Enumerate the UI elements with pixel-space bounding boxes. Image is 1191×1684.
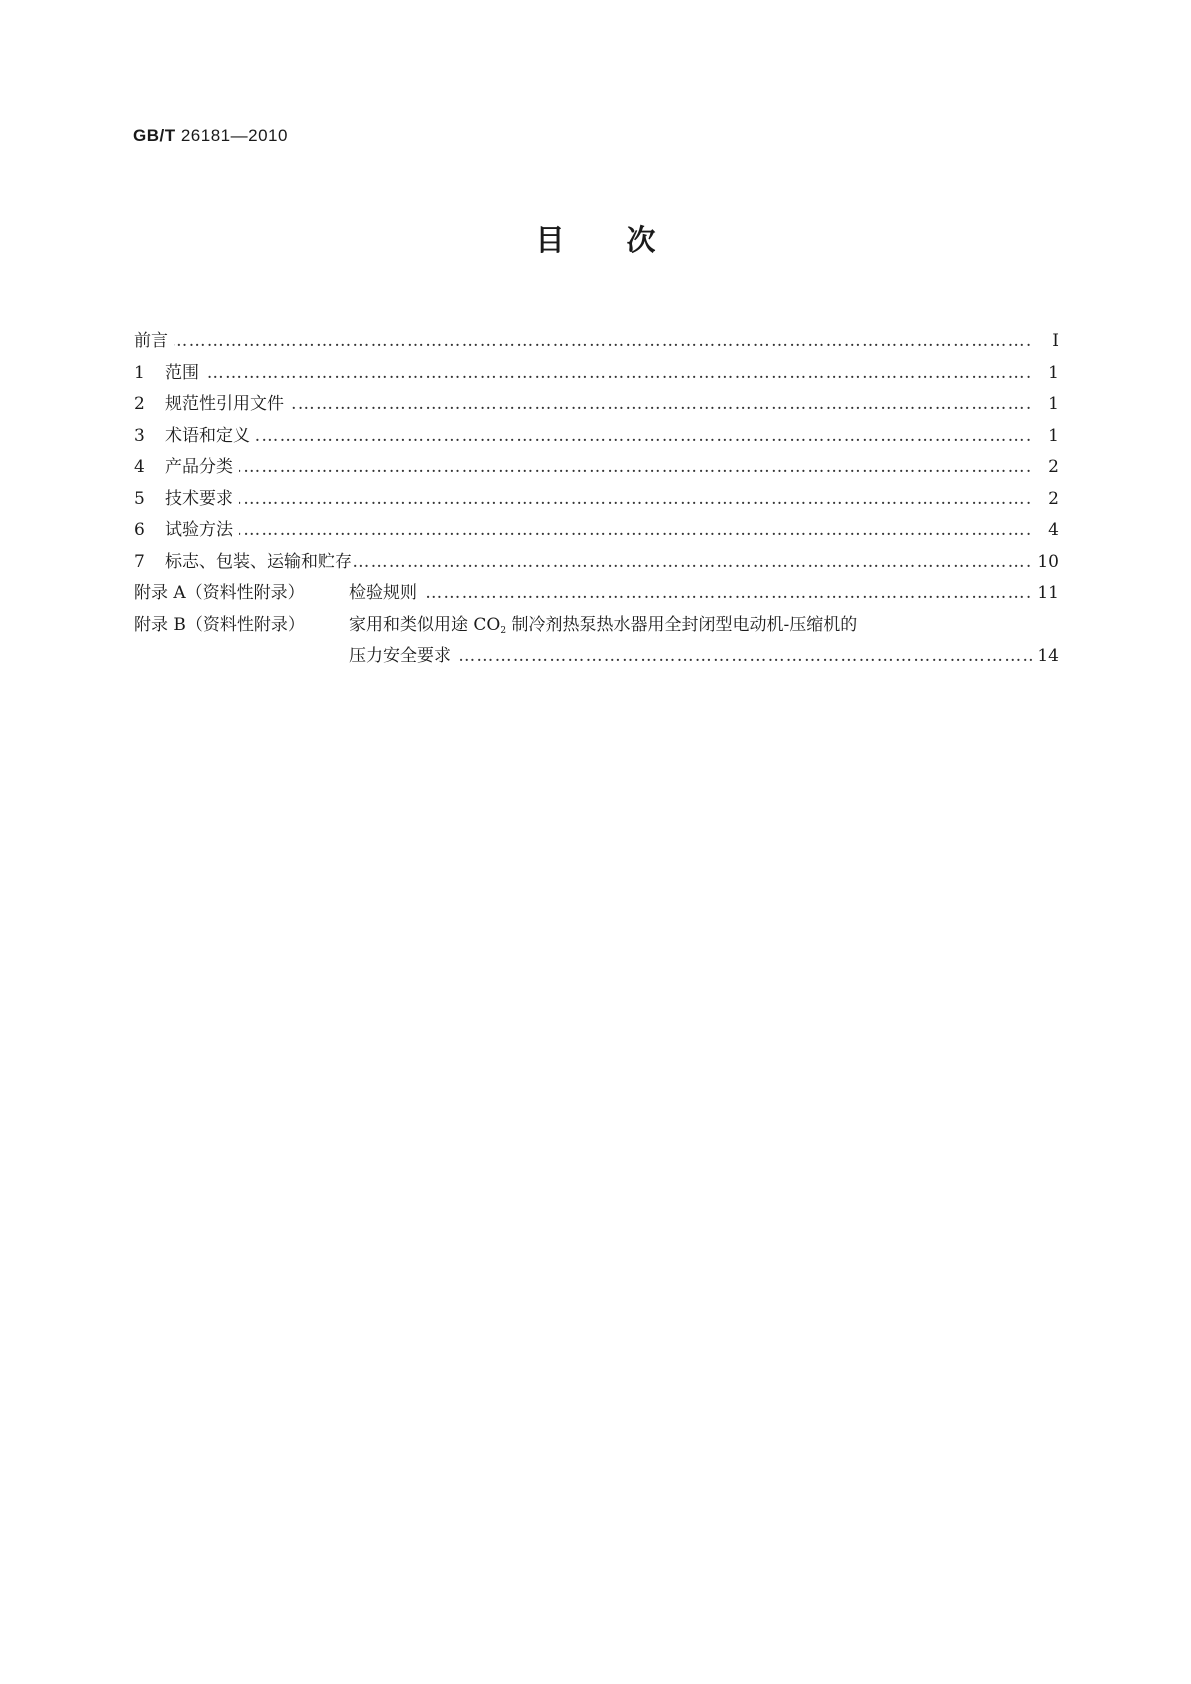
toc-entry-4[interactable] [134,452,1059,484]
clause-number: 5 [134,488,145,509]
toc-title-char-2: 次 [626,223,656,257]
toc-entry-label: 标志、包装、运输和贮存 [165,551,352,572]
toc-entry-page: 1 [1035,389,1059,421]
toc-entry-label: 技术要求 [165,488,233,509]
toc-entry-label: 检验规则 [349,583,417,603]
leader-dots [134,421,1033,453]
toc-entry-5[interactable] [134,484,1059,516]
appendix-prefix: 附录 A（资料性附录） [134,583,305,603]
toc-entry-page: 1 [1035,421,1059,453]
toc-entry-1[interactable] [134,358,1059,390]
leader-dots [134,452,1033,484]
toc-entry-label: 产品分类 [165,457,233,477]
leader-dots [134,515,1033,547]
toc-entry-page: 1 [1035,358,1059,390]
toc-entry-label: 范围 [165,362,199,383]
toc-entry-page: 2 [1035,484,1059,516]
standard-number: 26181—2010 [180,126,288,145]
clause-number: 2 [134,394,145,414]
toc-entry-6[interactable] [134,515,1059,547]
toc-entry-page: 2 [1035,452,1059,484]
clause-number: 4 [134,457,145,477]
toc-entry-label: 试验方法 [165,520,233,540]
toc-entry-appendix-b[interactable] [134,610,1059,642]
toc-entry-label: 前言 [134,326,174,358]
toc-entry-foreword[interactable] [134,326,1059,358]
clause-number: 7 [134,551,145,572]
toc-entry-page: 10 [1035,547,1059,579]
toc-entry-label: 术语和定义 [165,425,250,446]
toc-title [0,223,1191,257]
clause-number: 3 [134,425,145,446]
toc-entry-label-line-2: 压力安全要求 [349,641,457,673]
toc-entry-7[interactable] [134,547,1059,579]
toc-entry-page: 4 [1035,515,1059,547]
toc-entry-appendix-a[interactable] [134,578,1059,610]
leader-dots [134,326,1033,358]
toc-entry-2[interactable] [134,389,1059,421]
subscript-two: 2 [500,625,507,636]
toc-title-char-1: 目 [535,223,565,257]
leader-dots [134,484,1033,516]
standard-code [133,126,288,146]
toc-entry-label-line-1: 家用和类似用途 $CO_2$ 制冷剂热泵热水器用全封闭型电动机-压缩机的 [349,614,858,636]
toc-entry-page: Ⅰ [1035,326,1059,358]
standard-prefix: GB/T [133,126,176,145]
toc-entry-page: 14 [1035,641,1059,673]
table-of-contents [134,326,1059,673]
toc-entry-3[interactable] [134,421,1059,453]
toc-entry-page: 11 [1035,578,1059,610]
clause-number: 6 [134,520,145,540]
clause-number: 1 [134,362,145,383]
leader-dots [134,358,1033,390]
toc-entry-label: 规范性引用文件 [165,394,284,414]
appendix-prefix: 附录 B（资料性附录） [134,614,305,635]
